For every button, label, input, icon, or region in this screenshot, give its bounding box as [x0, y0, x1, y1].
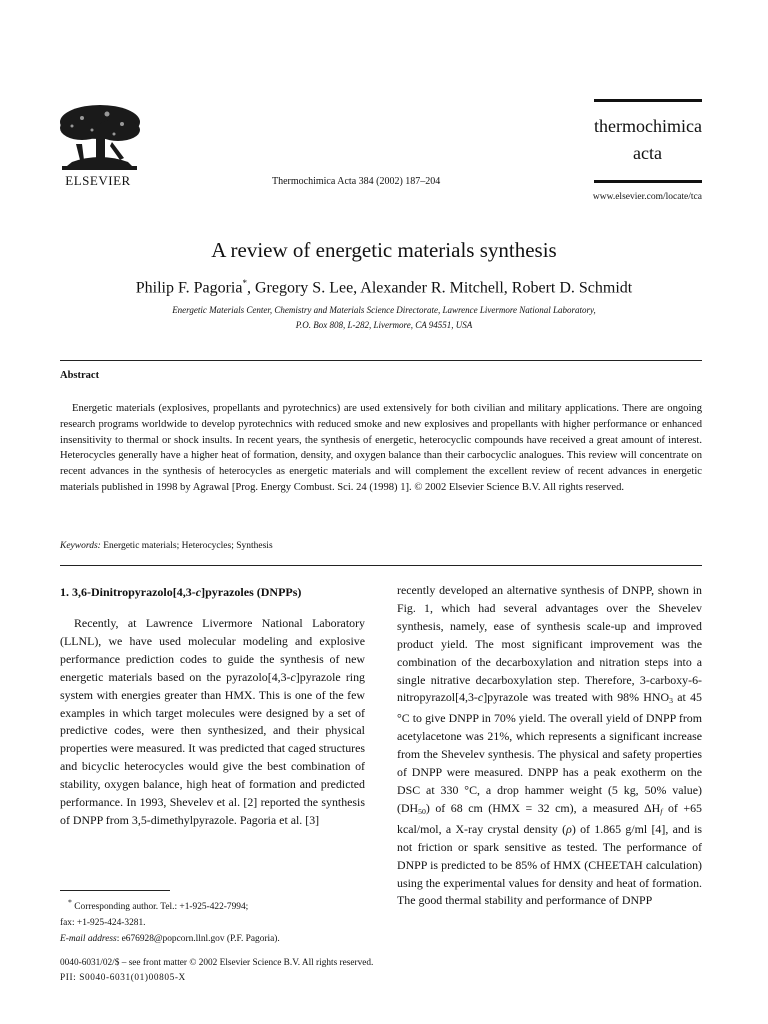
elsevier-tree-logo: [52, 100, 147, 172]
corresponding-mark: *: [242, 278, 247, 288]
footnote-email-value: : e676928@popcorn.llnl.gov (P.F. Pagoria).: [116, 934, 280, 945]
author-first: Philip F. Pagoria: [135, 279, 243, 297]
left-column-paragraph: [60, 615, 365, 830]
right-text-sub1: 3: [669, 696, 673, 706]
abstract-rule-bottom: [60, 565, 702, 566]
author-list: [0, 278, 768, 297]
journal-rule-top: [594, 99, 702, 102]
footnote-email: [60, 931, 365, 947]
keywords: [60, 541, 273, 551]
author-rest: , Gregory S. Lee, Alexander R. Mitchell, Robert D. Schmidt: [246, 279, 633, 297]
footnote: [60, 895, 365, 947]
footnote-line1: [60, 895, 365, 915]
affiliation-line1: Energetic Materials Center, Chemistry and Materials Science Directorate, Lawrence Livermore National Laboratory,: [172, 305, 596, 315]
article-title: A review of energetic materials synthesis: [211, 238, 557, 262]
affiliation-line2: P.O. Box 808, L-282, Livermore, CA 94551, USA: [295, 320, 473, 330]
footnote-text1: Corresponding author. Tel.: +1-925-422-7994;: [74, 902, 249, 913]
abstract-rule-top: [60, 360, 702, 361]
journal-name-line2: acta: [633, 143, 662, 163]
footnote-line2: fax: +1-925-424-3281.: [60, 918, 146, 929]
journal-url: www.elsevier.com/locate/tca: [592, 192, 702, 202]
left-text-italic: c: [290, 669, 296, 684]
section-heading-part2: ]pyrazoles (DNPPs): [201, 585, 302, 599]
section-heading-italic: c: [195, 585, 202, 599]
footer-pii: PII: S0040-6031(01)00805-X: [60, 973, 186, 983]
keywords-values: Energetic materials; Heterocycles; Synthesis: [103, 541, 273, 551]
right-text-italic2: ρ: [566, 821, 572, 836]
right-text-part4: ) of 68 cm (HMX = 32 cm), a measured ΔH: [425, 800, 661, 815]
left-text-part1: Recently, at Lawrence Livermore National Laboratory (LLNL), we have used molecular modeling and explosive performance prediction codes to guide the synthesis of new energetic materials based on the pyrazolo[4,3-: [60, 616, 365, 684]
keywords-label: Keywords:: [60, 541, 101, 551]
abstract-text: Energetic materials (explosives, propellants and pyrotechnics) are used extensively for both civilian and military applications. There are ongoing research programs worldwide to develop pyrotechnics with reduced smoke and new explosives and propellants with higher performance or enhanced insensitivity to thermal or shock insults. In recent years, the synthesis of energetic, heterocyclic compounds have received a great amount of interest. Heterocycles generally have a higher heat of formation, density, and oxygen balance than their carbocyclic analogues. This review will concentrate on recent advances in the synthesis of heterocycles as energetic materials and will complement the excellent review of recent advances in energetic materials published in 1998 by Agrawal [Prog. Energy Combust. Sci. 24 (1998) 1]. © 2002 Elsevier Science B.V. All rights reserved.: [60, 403, 702, 493]
right-text-part2: ]pyrazole was treated with 98% HNO: [483, 690, 670, 705]
footnote-mark: *: [68, 898, 72, 907]
right-column-paragraph: [397, 582, 702, 910]
right-text-sub2: 50: [418, 806, 426, 816]
section-heading: [60, 585, 301, 600]
section-heading-part1: 1. 3,6-Dinitropyrazolo[4,3-: [60, 585, 196, 599]
publisher-name: ELSEVIER: [65, 173, 131, 188]
right-text-part1: recently developed an alternative synthesis of DNPP, shown in Fig. 1, which had several advantages over the Shevelev synthesis, namely, ease of synthesis scale-up and improved product yield. The most significant improvement was the combination of the decarboxylation and nitration steps into a single nitrative decarboxylation step. Therefore, 3-carboxy-6-nitropyrazol[4,3-: [397, 583, 702, 705]
right-text-sub3: f: [660, 806, 663, 816]
journal-name-line1: thermochimica: [594, 116, 702, 136]
right-text-part5: of +65 kcal/mol, a X-ray crystal density (: [397, 800, 702, 836]
footnote-email-label: E-mail address: [60, 934, 117, 945]
footer-copyright: 0040-6031/02/$ – see front matter © 2002 Elsevier Science B.V. All rights reserved.: [60, 958, 374, 968]
footnote-rule: [60, 890, 170, 891]
abstract-heading: Abstract: [60, 370, 100, 381]
journal-citation: Thermochimica Acta 384 (2002) 187–204: [272, 176, 441, 187]
journal-rule-bottom: [594, 180, 702, 183]
right-text-part6: ) of 1.865 g/ml [4], and is not friction or spark sensitive as tested. The performance of DNPP is predicted to be 85% of HMX (CHEETAH calculation) using the experimental values for density and heat of formation. The good thermal stability and performance of DNPP: [397, 821, 702, 908]
left-text-part2: ]pyrazole ring system with energies greater than HMX. This is one of the few examples in which target molecules were designed by a set of predictive codes, were then synthesized, and their physical properties were measured. It was predicted that caged structures and bicyclic heterocycles would give the best combination of stability, oxygen balance, high heat of formation and predicted performance. In 1993, Shevelev et al. [2] reported the synthesis of DNPP from 3,5-dimethylpyrazole. Pagoria et al. [3]: [60, 669, 365, 827]
right-text-part3: at 45 °C to give DNPP in 70% yield. The overall yield of DNPP from acetylacetone was 21%, which represents a significant increase from the Shevelev synthesis. The physical and safety properties of DNPP were measured. DNPP has a peak exotherm on the DSC at 330 °C, a drop hammer weight (5 kg, 50% value) (DH: [397, 690, 702, 815]
right-text-italic1: c: [477, 690, 484, 705]
